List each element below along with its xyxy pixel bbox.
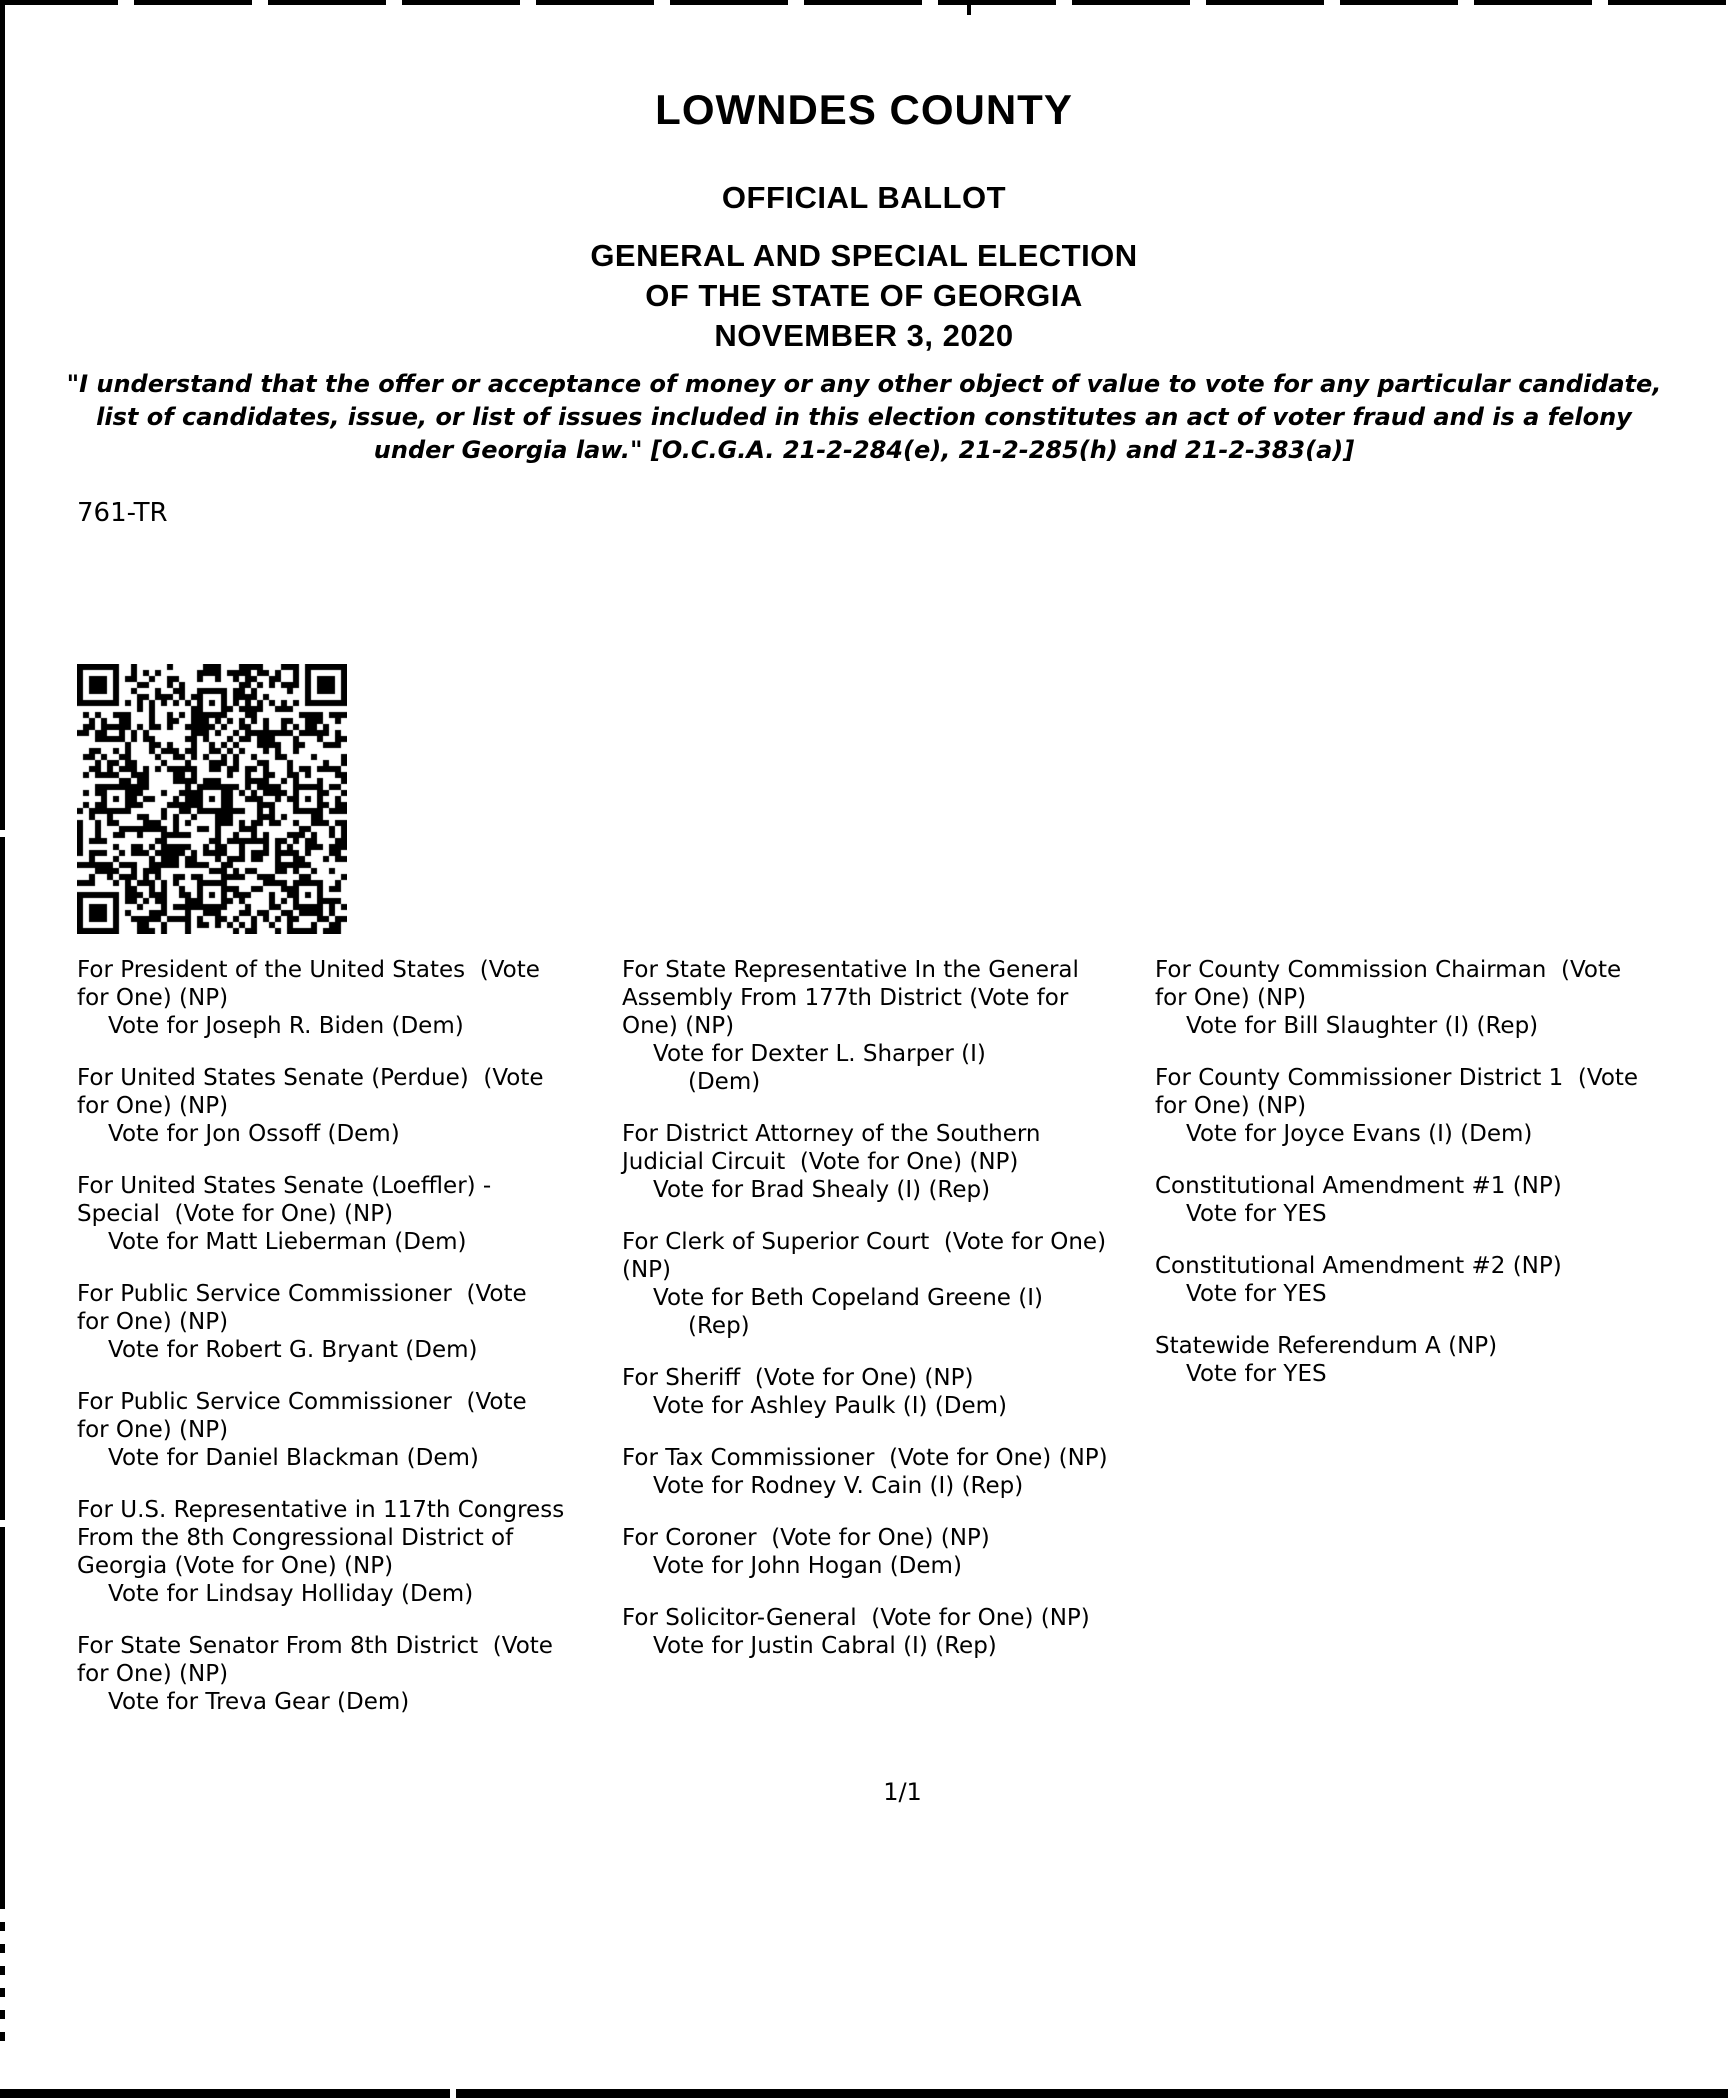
page-top-border [0,0,1728,5]
contest-title-line: For Clerk of Superior Court (Vote for One) [622,1229,1107,1255]
contest-title-line: For Coroner (Vote for One) (NP) [622,1525,990,1551]
contest-title-line: for One) (NP) [77,1093,229,1119]
contest-title-line: For President of the United States (Vote [77,957,540,983]
contest-title-line: for One) (NP) [77,1661,229,1687]
contest-title-line: For State Senator From 8th District (Vote [77,1633,553,1659]
contest-title-line: For State Representative In the General [622,957,1079,983]
contest-choice-line: Vote for Dexter L. Sharper (I) [653,1041,986,1067]
contest-title-line: For Solicitor-General (Vote for One) (NP) [622,1605,1090,1631]
contest-title-line: For United States Senate (Loeffler) - [77,1173,492,1199]
contest-title-line: For U.S. Representative in 117th Congress [77,1497,565,1523]
contest-title-line: (NP) [622,1257,672,1283]
county-title: LOWNDES COUNTY [655,86,1073,133]
contest-column-2 [622,956,1122,1684]
contest-title-line: For Public Service Commissioner (Vote [77,1281,527,1307]
ballot-qr-code [77,664,347,934]
contest-choice-line: Vote for Justin Cabral (I) (Rep) [653,1633,997,1659]
contest [77,1064,567,1148]
contest-choice-line: Vote for Rodney V. Cain (I) (Rep) [653,1473,1024,1499]
contest-choice-line: Vote for YES [1186,1201,1327,1227]
contest-choice-line: Vote for Ashley Paulk (I) (Dem) [653,1393,1007,1419]
disclaimer-line: list of candidates, issue, or list of issues included in this election constitutes an act of voter fraud and is a felony [96,403,1632,431]
contest-title-line: For Public Service Commissioner (Vote [77,1389,527,1415]
contest-title-line: for One) (NP) [1155,1093,1307,1119]
contest-title-line: for One) (NP) [1155,985,1307,1011]
contest [622,1604,1122,1660]
page-left-border-dotted [0,1900,5,2045]
contest [77,1172,567,1256]
contest-column-3 [1155,956,1728,1412]
contest-choice-line: Vote for Joseph R. Biden (Dem) [108,1013,464,1039]
contest-choice-line: Vote for Jon Ossoff (Dem) [108,1121,400,1147]
disclaimer-line: "I understand that the offer or acceptance of money or any other object of value to vote for any particular candidate, [66,370,1662,398]
contest-title-line: Special (Vote for One) (NP) [77,1201,394,1227]
contest [622,1120,1122,1204]
contest-title-line: For Tax Commissioner (Vote for One) (NP) [622,1445,1108,1471]
contest-choice-line: Vote for Joyce Evans (I) (Dem) [1186,1121,1533,1147]
contest [622,1228,1122,1340]
contest-title-line: Statewide Referendum A (NP) [1155,1333,1498,1359]
contest-choice-line: Vote for Beth Copeland Greene (I) [653,1285,1043,1311]
contest-choice-line: Vote for YES [1186,1281,1327,1307]
contest-title-line: For District Attorney of the Southern [622,1121,1041,1147]
contest-choice-line: Vote for Daniel Blackman (Dem) [108,1445,479,1471]
contest-title-line: For County Commission Chairman (Vote [1155,957,1622,983]
contest [622,1444,1122,1500]
contest-title-line: for One) (NP) [77,985,229,1011]
contest-title-line: For United States Senate (Perdue) (Vote [77,1065,544,1091]
contest [622,956,1122,1096]
contest-title-line: Assembly From 177th District (Vote for [622,985,1069,1011]
contest-choice-line: (Dem) [688,1069,761,1095]
contest-choice-line: Vote for Treva Gear (Dem) [108,1689,410,1715]
contest-choice-line: Vote for Robert G. Bryant (Dem) [108,1337,478,1363]
contest-title-line: From the 8th Congressional District of [77,1525,514,1551]
contest [77,956,567,1040]
page-number: 1/1 [883,1778,922,1806]
contest-title-line: Judicial Circuit (Vote for One) (NP) [622,1149,1019,1175]
contest-choice-line: Vote for YES [1186,1361,1327,1387]
election-title-line: GENERAL AND SPECIAL ELECTION [590,238,1138,273]
contest [622,1524,1122,1580]
contest [1155,1252,1728,1308]
contest [622,1364,1122,1420]
contest-title-line: Constitutional Amendment #1 (NP) [1155,1173,1562,1199]
contest-choice-line: (Rep) [688,1313,750,1339]
contest [1155,1332,1728,1388]
contest-title-line: Georgia (Vote for One) (NP) [77,1553,394,1579]
election-title [0,236,1728,356]
contest-choice-line: Vote for Brad Shealy (I) (Rep) [653,1177,991,1203]
ballot-title: OFFICIAL BALLOT [721,180,1007,215]
contest-column-1 [77,956,567,1740]
election-title-line: NOVEMBER 3, 2020 [714,318,1014,353]
contest-title-line: Constitutional Amendment #2 (NP) [1155,1253,1562,1279]
contest [1155,1172,1728,1228]
precinct-code: 761-TR [77,498,168,528]
page-bottom-border [0,2089,1728,2098]
contest-choice-line: Vote for Bill Slaughter (I) (Rep) [1186,1013,1539,1039]
contest-title-line: One) (NP) [622,1013,735,1039]
contest [77,1632,567,1716]
contest [1155,1064,1728,1148]
contest-columns [77,956,1728,1740]
contest [77,1280,567,1364]
voter-fraud-disclaimer [0,368,1728,467]
contest-title-line: For Sheriff (Vote for One) (NP) [622,1365,974,1391]
contest-title-line: for One) (NP) [77,1417,229,1443]
contest [1155,956,1728,1040]
election-title-line: OF THE STATE OF GEORGIA [645,278,1083,313]
contest-title-line: for One) (NP) [77,1309,229,1335]
page-top-border-tick [967,0,971,15]
contest-choice-line: Vote for Lindsay Holliday (Dem) [108,1581,474,1607]
contest [77,1496,567,1608]
contest-title-line: For County Commissioner District 1 (Vote [1155,1065,1639,1091]
contest-choice-line: Vote for Matt Lieberman (Dem) [108,1229,467,1255]
contest [77,1388,567,1472]
contest-choice-line: Vote for John Hogan (Dem) [653,1553,962,1579]
disclaimer-line: under Georgia law." [O.C.G.A. 21-2-284(e), 21-2-285(h) and 21-2-383(a)] [373,436,1355,464]
